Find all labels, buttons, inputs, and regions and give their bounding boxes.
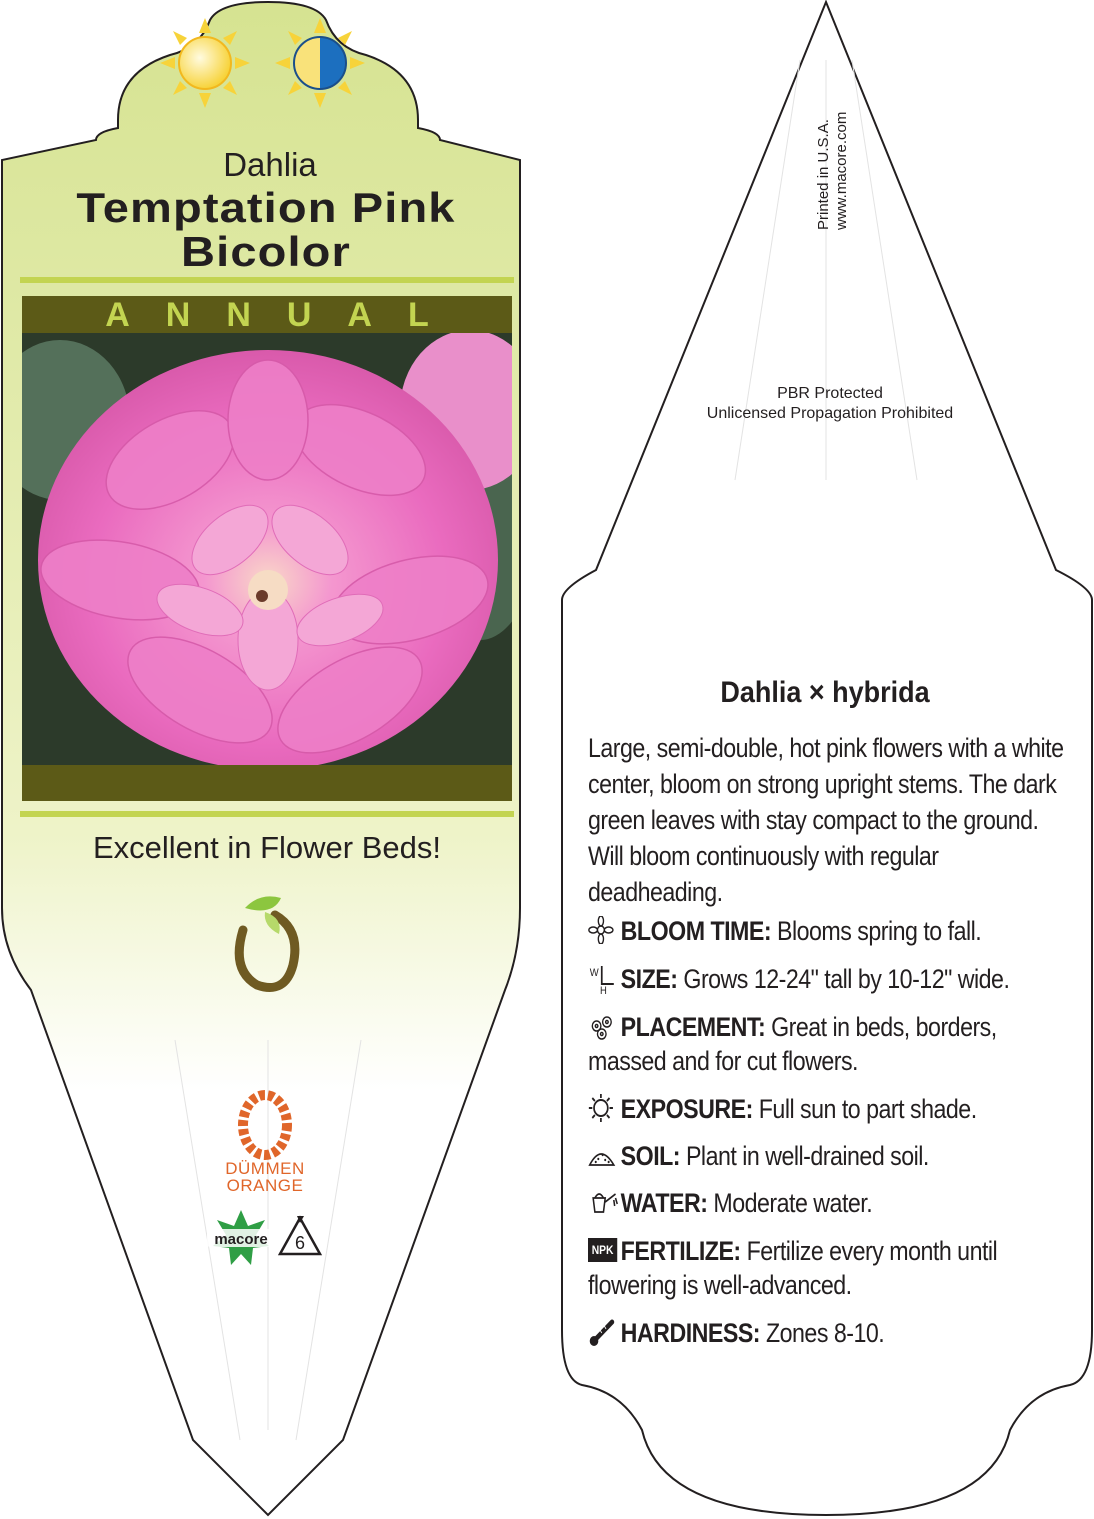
plant-genus: Dahlia bbox=[223, 146, 317, 183]
placement-icon bbox=[588, 1012, 621, 1040]
variety-line-1: Temptation Pink bbox=[76, 184, 456, 231]
care-text: Blooms spring to fall. bbox=[777, 916, 982, 946]
care-text: Great in beds, borders, massed and for cut flowers. bbox=[588, 1012, 997, 1076]
care-placement bbox=[588, 1010, 1070, 1078]
size-icon-w: W bbox=[589, 967, 599, 979]
care-exposure bbox=[588, 1092, 1070, 1126]
flower-photo bbox=[0, 330, 540, 775]
care-bloom-time bbox=[588, 914, 1070, 948]
care-text: Plant in well-drained soil. bbox=[685, 1141, 929, 1171]
dummen-orange-wordmark bbox=[185, 1160, 345, 1194]
thermometer-icon bbox=[588, 1318, 621, 1346]
variety-name bbox=[0, 186, 542, 274]
variety-line-2: Bicolor bbox=[181, 228, 351, 275]
pbr-notice bbox=[640, 384, 1020, 424]
npk-label: NPK bbox=[588, 1238, 617, 1262]
website: www.macore.com bbox=[833, 111, 850, 230]
tagline: Excellent in Flower Beds! bbox=[92, 830, 442, 865]
care-label: BLOOM TIME: bbox=[620, 916, 772, 946]
plant-description: Large, semi-double, hot pink flowers with a white center, bloom on strong upright stems. The dark green leaves with stay compact to the ground. Will bloom continuously with regular deadheading. bbox=[588, 733, 1064, 907]
size-icon-h: H bbox=[600, 985, 607, 997]
size-icon bbox=[588, 964, 621, 997]
care-label: SOIL: bbox=[620, 1141, 681, 1171]
care-text: Grows 12-24" tall by 10-12" wide. bbox=[683, 964, 1010, 994]
watering-can-icon bbox=[588, 1188, 621, 1216]
printed-in: Printed in U.S.A. bbox=[815, 119, 832, 230]
botanical-name: Dahlia × hybrida bbox=[720, 676, 930, 709]
care-fertilize bbox=[588, 1234, 1070, 1302]
care-label: FERTILIZE: bbox=[620, 1236, 741, 1266]
flower-icon bbox=[588, 916, 621, 944]
care-text: Full sun to part shade. bbox=[758, 1094, 977, 1124]
part-shade-icon bbox=[275, 18, 365, 108]
pbr-line-1: PBR Protected bbox=[777, 385, 883, 402]
recycle-code: 6 bbox=[294, 1233, 305, 1253]
care-label: HARDINESS: bbox=[620, 1318, 761, 1348]
soil-icon bbox=[588, 1141, 621, 1169]
care-label: EXPOSURE: bbox=[620, 1094, 753, 1124]
care-label: SIZE: bbox=[620, 964, 678, 994]
pbr-line-2: Unlicensed Propagation Prohibited bbox=[706, 405, 954, 422]
care-label: PLACEMENT: bbox=[620, 1012, 766, 1042]
macore-wordmark: macore bbox=[214, 1231, 268, 1248]
full-sun-icon bbox=[160, 18, 250, 108]
plant-category: ANNUAL bbox=[105, 296, 465, 334]
care-soil bbox=[588, 1139, 1070, 1173]
brand-line-1: DÜMMEN bbox=[225, 1159, 305, 1178]
care-water bbox=[588, 1186, 1070, 1220]
care-text: Moderate water. bbox=[713, 1188, 873, 1218]
care-text: Zones 8-10. bbox=[765, 1318, 885, 1348]
sun-outline-icon bbox=[588, 1094, 621, 1122]
care-hardiness bbox=[588, 1316, 1070, 1350]
npk-icon bbox=[588, 1236, 621, 1264]
care-size bbox=[588, 962, 1070, 996]
care-text: Fertilize every month until flowering is well-advanced. bbox=[588, 1236, 998, 1300]
brand-line-2: ORANGE bbox=[226, 1176, 304, 1195]
care-label: WATER: bbox=[620, 1188, 708, 1218]
